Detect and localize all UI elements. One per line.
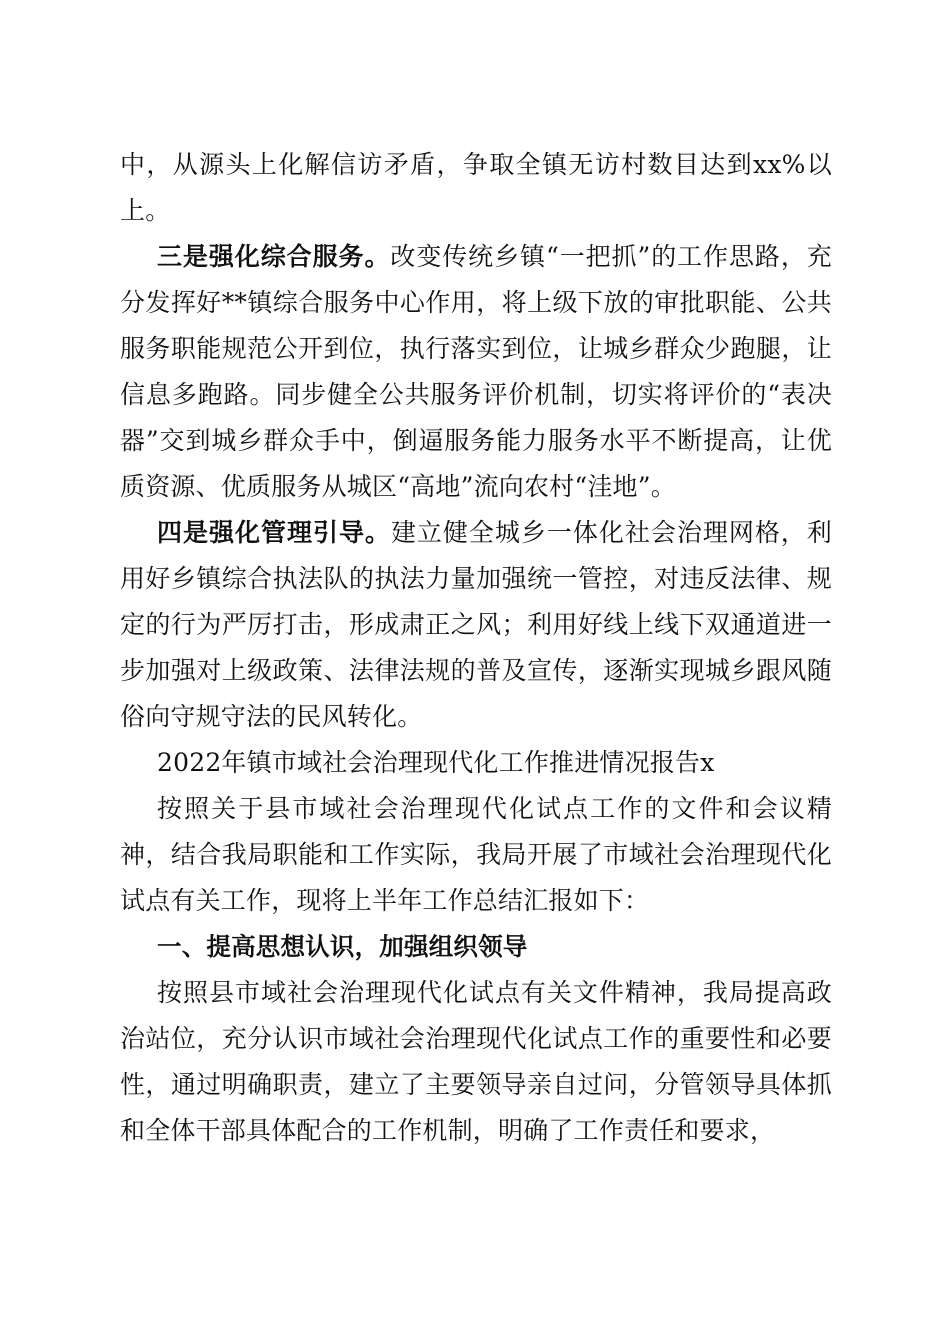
paragraph-comprehensive-services	[120, 234, 832, 510]
section-heading: 一、提高思想认识，加强组织领导	[157, 932, 528, 961]
paragraph-lead-text: 三是强化综合服务。	[157, 242, 391, 271]
paragraph-continuation: 中，从源头上化解信访矛盾，争取全镇无访村数目达到xx%以上。	[120, 150, 832, 225]
document-body	[120, 142, 832, 1154]
paragraph-management-guidance	[120, 510, 832, 740]
paragraph-body-text: 建立健全城乡一体化社会治理网格，利用好乡镇综合执法队的执法力量加强统一管控，对违反法律、规定的行为严厉打击，形成肃正之风；利用好线上线下双通道进一步加强对上级政策、法律法规的普及宣传，逐渐实现城乡跟风随俗向守规守法的民风转化。	[120, 518, 832, 731]
paragraph-body-text: 改变传统乡镇“一把抓”的工作思路，充分发挥好**镇综合服务中心作用，将上级下放的审批职能、公共服务职能规范公开到位，执行落实到位，让城乡群众少跑腿，让信息多跑路。同步健全公共服务评价机制，切实将评价的“表决器”交到城乡群众手中，倒逼服务能力服务水平不断提高，让优质资源、优质服务从城区“高地”流向农村“洼地”。	[120, 242, 832, 501]
paragraph-organization-leadership: 按照县市域社会治理现代化试点有关文件精神，我局提高政治站位，充分认识市域社会治理现代化试点工作的重要性和必要性，通过明确职责，建立了主要领导亲自过问，分管领导具体抓和全体干部具体配合的工作机制，明确了工作责任和要求，	[120, 978, 832, 1145]
paragraph-lead-text: 四是强化管理引导。	[157, 518, 391, 547]
report-title: 2022年镇市域社会治理现代化工作推进情况报告x	[157, 748, 715, 777]
paragraph-introduction: 按照关于县市域社会治理现代化试点工作的文件和会议精神，结合我局职能和工作实际，我局开展了市域社会治理现代化试点有关工作，现将上半年工作总结汇报如下：	[120, 794, 832, 915]
